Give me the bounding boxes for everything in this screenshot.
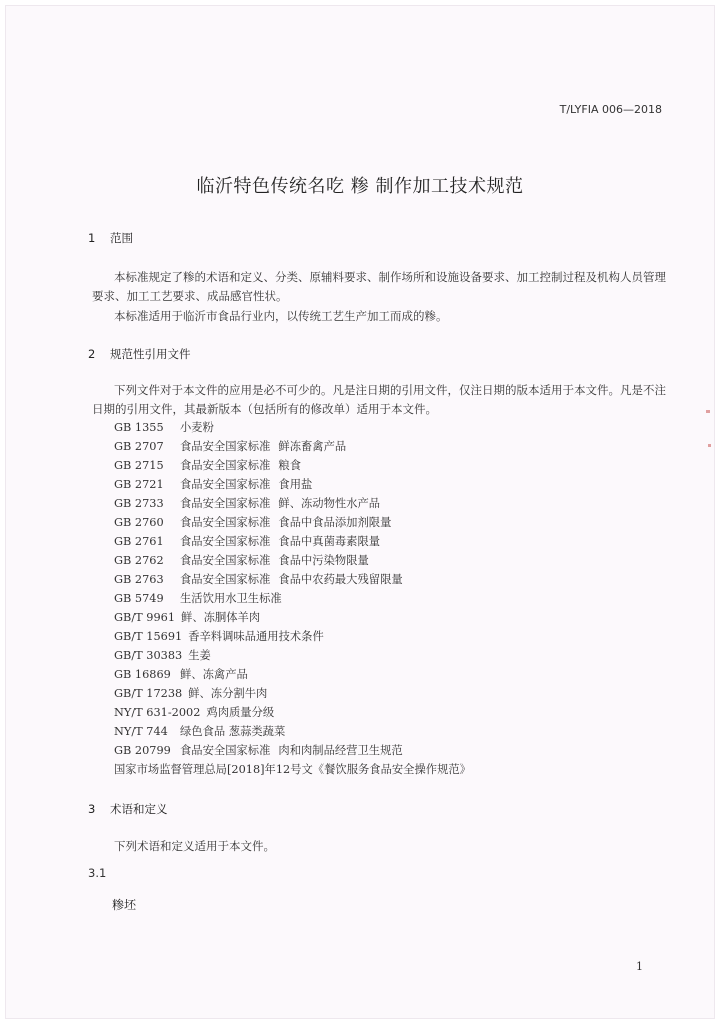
- subsection-number: 3.1: [88, 866, 107, 880]
- reference-item: [114, 513, 477, 532]
- reference-title: 鲜、冻禽产品: [180, 668, 248, 681]
- reference-type: 食品安全国家标准: [180, 554, 271, 567]
- reference-item: [114, 608, 477, 627]
- reference-list: [114, 418, 477, 779]
- standard-code: T/LYFIA 006—2018: [559, 103, 662, 116]
- reference-item: [114, 532, 477, 551]
- reference-title: 食品中食品添加剂限量: [278, 516, 392, 529]
- reference-code: GB 2721: [114, 478, 164, 491]
- reference-code: GB 1355: [114, 421, 164, 434]
- page-number: 1: [636, 960, 643, 973]
- scan-mark: [706, 410, 710, 413]
- reference-title: 鲜、冻分割牛肉: [188, 687, 268, 700]
- reference-code: GB 2707: [114, 440, 164, 453]
- reference-code: GB 2761: [114, 535, 164, 548]
- reference-title: 食品中真菌毒素限量: [278, 535, 381, 548]
- reference-item: [114, 684, 477, 703]
- term-name: 糁坯: [112, 898, 137, 912]
- reference-code: GB 5749: [114, 592, 164, 605]
- reference-item: [114, 703, 477, 722]
- reference-item: [114, 760, 477, 779]
- reference-title: 生活饮用水卫生标准: [180, 592, 282, 605]
- document-title: 临沂特色传统名吃 糁 制作加工技术规范: [196, 176, 524, 197]
- reference-title: 香辛料调味品通用技术条件: [188, 630, 324, 643]
- reference-code: GB 2715: [114, 459, 164, 472]
- reference-type: 食品安全国家标准: [180, 573, 271, 586]
- reference-item: [114, 456, 477, 475]
- reference-code: NY/T 631-2002: [114, 706, 201, 719]
- reference-type: 食品安全国家标准: [180, 478, 271, 491]
- reference-code: GB/T 15691: [114, 630, 183, 643]
- reference-item: [114, 418, 477, 437]
- scan-mark: [708, 444, 711, 447]
- section-number: 2: [88, 347, 96, 361]
- reference-title: 粮食: [278, 459, 301, 472]
- document-page: [6, 6, 714, 1018]
- reference-type: 食品安全国家标准: [180, 440, 271, 453]
- reference-code: GB 2733: [114, 497, 164, 510]
- reference-item: [114, 741, 477, 760]
- reference-title: 小麦粉: [180, 421, 214, 434]
- reference-item: [114, 475, 477, 494]
- reference-code: GB 20799: [114, 744, 171, 757]
- reference-code: GB 2760: [114, 516, 164, 529]
- reference-type: 食品安全国家标准: [180, 497, 271, 510]
- reference-item: [114, 665, 477, 684]
- section-heading-terms: [88, 801, 168, 817]
- reference-type: 食品安全国家标准: [180, 459, 271, 472]
- reference-title: 鲜冻畜禽产品: [278, 440, 347, 453]
- reference-code: GB 2762: [114, 554, 164, 567]
- paragraph: 本标准规定了糁的术语和定义、分类、原辅料要求、制作场所和设施设备要求、加工控制过程及机构人员管理要求、加工工艺要求、成品感官性状。: [92, 270, 666, 303]
- section-title: 规范性引用文件: [110, 347, 191, 361]
- reference-title: 肉和肉制品经营卫生规范: [278, 744, 403, 757]
- reference-code: GB/T 9961: [114, 611, 176, 624]
- reference-item: [114, 494, 477, 513]
- reference-item: [114, 551, 477, 570]
- reference-title: 食品中农药最大残留限量: [278, 573, 403, 586]
- section-title: 术语和定义: [110, 802, 168, 816]
- paragraph: 下列文件对于本文件的应用是必不可少的。凡是注日期的引用文件，仅注日期的版本适用于本文件。凡是不注日期的引用文件，其最新版本（包括所有的修改单）适用于本文件。: [92, 383, 666, 416]
- section-number: 1: [88, 231, 96, 245]
- reference-code: GB 16869: [114, 668, 171, 681]
- reference-item: [114, 570, 477, 589]
- reference-item: [114, 627, 477, 646]
- reference-code: 国家市场监督管理总局[2018]年12号文《餐饮服务食品安全操作规范》: [114, 763, 471, 776]
- reference-type: 食品安全国家标准: [180, 516, 271, 529]
- reference-title: 生姜: [188, 649, 211, 662]
- reference-code: GB 2763: [114, 573, 164, 586]
- reference-title: 鸡肉质量分级: [206, 706, 275, 719]
- reference-item: [114, 646, 477, 665]
- section-heading-normative-references: [88, 346, 191, 362]
- reference-code: GB/T 17238: [114, 687, 183, 700]
- reference-title: 鲜、冻胴体羊肉: [181, 611, 261, 624]
- section-heading-scope: [88, 230, 133, 246]
- reference-title: 绿色食品 葱蒜类蔬菜: [180, 725, 286, 738]
- reference-code: GB/T 30383: [114, 649, 183, 662]
- reference-item: [114, 589, 477, 608]
- section-number: 3: [88, 802, 96, 816]
- reference-code: NY/T 744: [114, 725, 168, 738]
- paragraph: 下列术语和定义适用于本文件。: [114, 839, 275, 853]
- section-title: 范围: [110, 231, 133, 245]
- reference-title: 食品中污染物限量: [278, 554, 369, 567]
- reference-type: 食品安全国家标准: [180, 535, 271, 548]
- reference-item: [114, 437, 477, 456]
- reference-title: 食用盐: [278, 478, 313, 491]
- paragraph: 本标准适用于临沂市食品行业内，以传统工艺生产加工而成的糁。: [114, 309, 448, 323]
- reference-title: 鲜、冻动物性水产品: [278, 497, 381, 510]
- reference-item: [114, 722, 477, 741]
- reference-type: 食品安全国家标准: [180, 744, 271, 757]
